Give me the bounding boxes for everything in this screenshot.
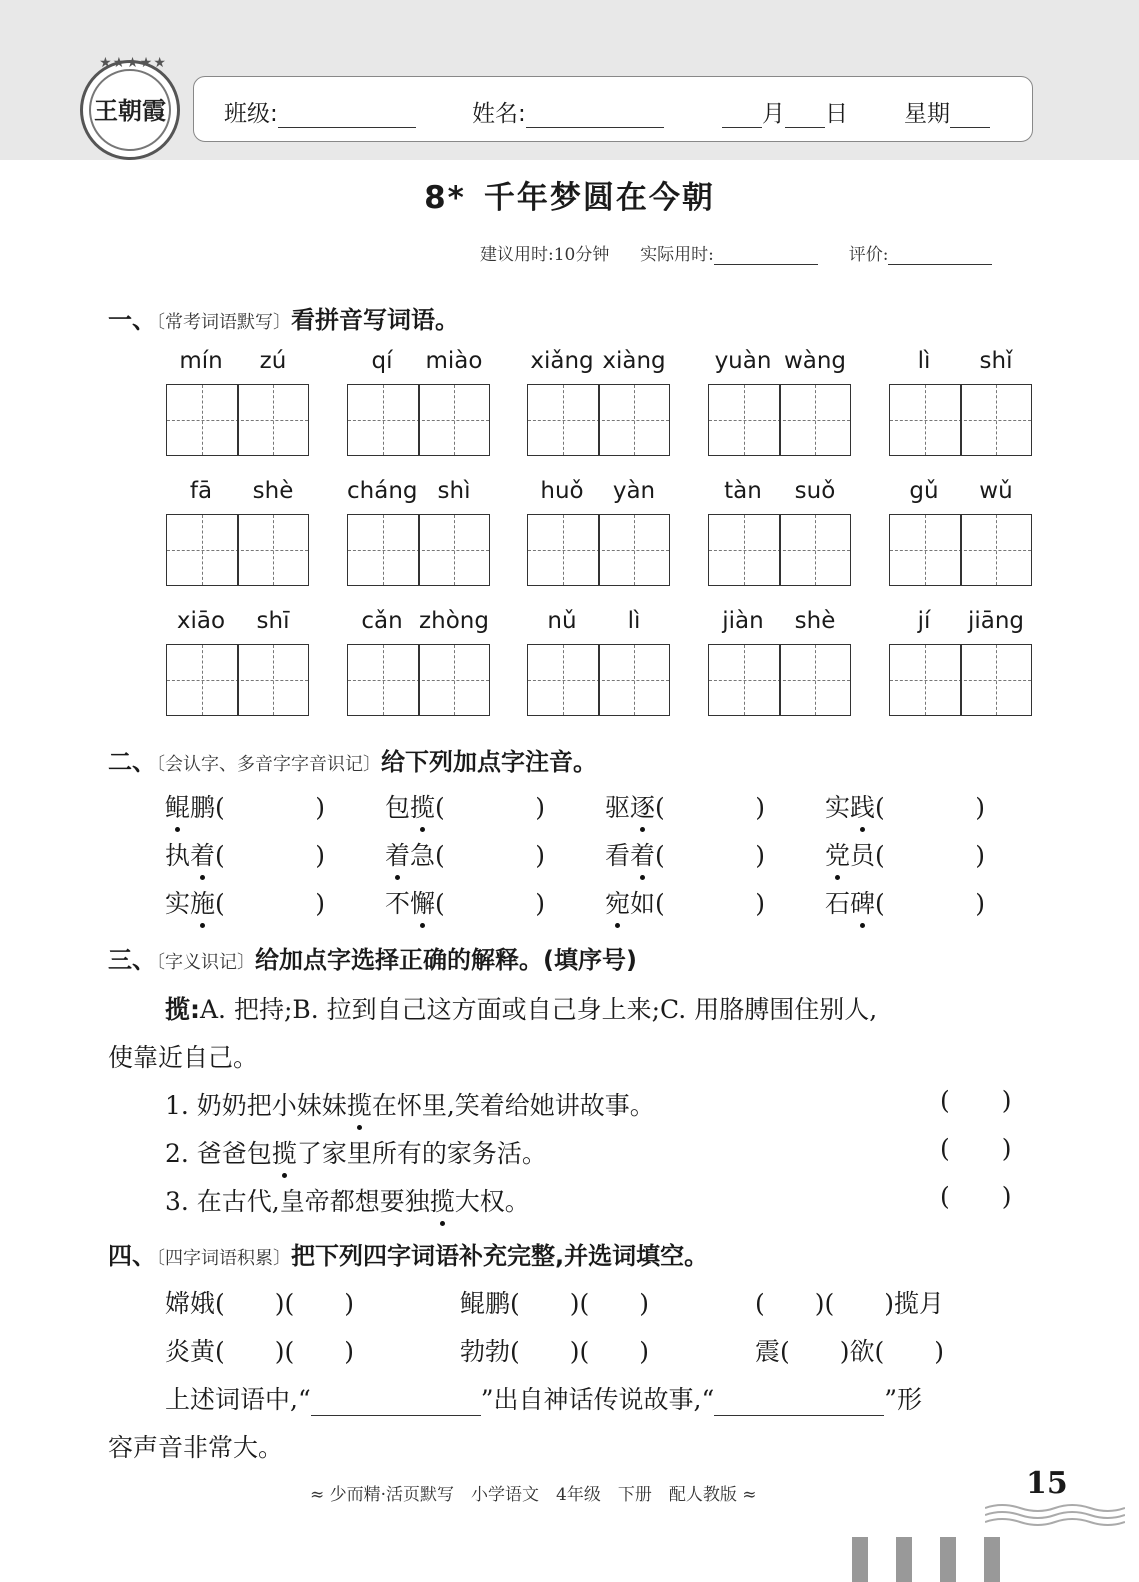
section2-heading: 二、〔会认字、多音字字音识记〕给下列加点字注音。 xyxy=(108,748,597,776)
pinyin-syllable: shì xyxy=(437,478,471,504)
section1-heading: 一、〔常考词语默写〕看拼音写词语。 xyxy=(108,306,459,334)
pronunciation-item: 实践( ) xyxy=(825,788,985,824)
lesson-title: 千年梦圆在今朝 xyxy=(483,180,715,216)
pinyin-syllable: fā xyxy=(189,478,213,504)
pinyin-syllable: yàn xyxy=(612,478,656,504)
pinyin-syllable: lì xyxy=(917,348,931,374)
pinyin-syllable: zhòng xyxy=(419,608,489,634)
pinyin-syllable: shè xyxy=(252,478,294,504)
writing-grid[interactable] xyxy=(166,644,309,716)
pinyin-syllable: wǔ xyxy=(979,478,1013,504)
pinyin-answer-blank[interactable]: ( ) xyxy=(655,793,766,822)
fill-blank-2[interactable] xyxy=(714,1389,884,1416)
writing-grid[interactable] xyxy=(527,384,670,456)
writing-grid[interactable] xyxy=(889,514,1032,586)
pinyin-answer-blank[interactable]: ( ) xyxy=(435,841,546,870)
pinyin-syllable: tàn xyxy=(724,478,762,504)
pinyin-syllable: shè xyxy=(794,608,836,634)
definition-line1: 揽:A. 把持;B. 拉到自己这方面或自己身上来;C. 用胳膊围住别人, xyxy=(165,995,878,1024)
pinyin-syllable: yuàn xyxy=(714,348,772,374)
page-number: 15 xyxy=(1026,1466,1068,1501)
answer-3[interactable]: ( ) xyxy=(940,1182,1012,1211)
writing-grid[interactable] xyxy=(347,514,490,586)
pinyin-syllable: jiàn xyxy=(722,608,764,634)
pinyin-syllable: gǔ xyxy=(909,478,939,504)
question-2: 2. 爸爸包揽了家里所有的家务活。 xyxy=(165,1134,547,1170)
pronunciation-item: 宛如( ) xyxy=(605,884,765,920)
writing-grid[interactable] xyxy=(708,384,851,456)
pronunciation-item: 不懈( ) xyxy=(385,884,545,920)
idiom-5[interactable]: 勃勃( )( ) xyxy=(460,1337,650,1366)
pronunciation-item: 石碑( ) xyxy=(825,884,985,920)
pronunciation-item: 党员( ) xyxy=(825,836,985,872)
pinyin-syllable: huǒ xyxy=(540,478,584,504)
edge-bar xyxy=(984,1537,1000,1582)
edge-bar xyxy=(852,1537,868,1582)
suggested-time: 建议用时:10分钟 xyxy=(480,245,610,265)
weekday-label: 星期 xyxy=(904,101,950,127)
pronunciation-item: 实施( ) xyxy=(165,884,325,920)
date-field[interactable] xyxy=(722,95,848,128)
pronunciation-item: 包揽( ) xyxy=(385,788,545,824)
writing-grid[interactable] xyxy=(708,514,851,586)
idiom-1[interactable]: 嫦娥( )( ) xyxy=(165,1289,355,1318)
pinyin-syllable: shī xyxy=(256,608,290,634)
section4-tag: 〔四字词语积累〕 xyxy=(156,1248,291,1269)
section2-instruction: 给下列加点字注音。 xyxy=(381,748,597,776)
page-title xyxy=(0,172,1139,217)
logo-stars: ★★★★★ xyxy=(99,55,167,71)
pinyin-syllable: mín xyxy=(179,348,223,374)
question-1: 1. 奶奶把小妹妹揽在怀里,笑着给她讲故事。 xyxy=(165,1086,655,1122)
class-label: 班级: xyxy=(224,101,278,127)
answer-1[interactable]: ( ) xyxy=(940,1086,1012,1115)
section3-instruction: 给加点字选择正确的解释。(填序号) xyxy=(255,946,637,974)
actual-time-label: 实际用时: xyxy=(640,245,714,265)
pinyin-syllable: jí xyxy=(917,608,931,634)
pinyin-answer-blank[interactable]: ( ) xyxy=(215,793,326,822)
pinyin-answer-blank[interactable]: ( ) xyxy=(655,841,766,870)
weekday-field[interactable] xyxy=(904,95,990,128)
pinyin-syllable: shǐ xyxy=(979,348,1013,374)
name-field[interactable] xyxy=(472,95,664,128)
pronunciation-item: 驱逐( ) xyxy=(605,788,765,824)
writing-grid[interactable] xyxy=(708,644,851,716)
logo-text: 王朝霞 xyxy=(94,96,166,125)
idiom-6[interactable]: 震( )欲( ) xyxy=(755,1337,945,1366)
student-info-box xyxy=(193,76,1033,142)
edge-bar xyxy=(940,1537,956,1582)
day-label: 日 xyxy=(825,101,848,127)
fill-blank-1[interactable] xyxy=(311,1389,481,1416)
class-field[interactable] xyxy=(224,95,416,128)
section3-heading: 三、〔字义识记〕给加点字选择正确的解释。(填序号) xyxy=(108,946,637,974)
rating-blank[interactable] xyxy=(888,244,992,265)
brand-logo xyxy=(80,55,180,160)
section2-tag: 〔会认字、多音字字音识记〕 xyxy=(156,754,381,775)
pinyin-syllable: zú xyxy=(259,348,287,374)
answer-2[interactable]: ( ) xyxy=(940,1134,1012,1163)
writing-grid[interactable] xyxy=(347,644,490,716)
pinyin-answer-blank[interactable]: ( ) xyxy=(435,793,546,822)
pinyin-syllable: suǒ xyxy=(794,478,836,504)
timing-bar xyxy=(480,240,992,265)
footer-text: ≈ 少而精·活页默写 小学语文 4年级 下册 配人教版 ≈ xyxy=(310,1485,757,1505)
pinyin-syllable: wàng xyxy=(783,348,847,374)
name-label: 姓名: xyxy=(472,101,526,127)
writing-grid[interactable] xyxy=(527,514,670,586)
definition-line2: 使靠近自己。 xyxy=(108,1043,259,1072)
pinyin-syllable: cǎn xyxy=(361,608,403,634)
writing-grid[interactable] xyxy=(347,384,490,456)
pinyin-answer-blank[interactable]: ( ) xyxy=(875,889,986,918)
edge-bar xyxy=(896,1537,912,1582)
section1-tag: 〔常考词语默写〕 xyxy=(156,312,291,333)
idiom-3[interactable]: ( )( )揽月 xyxy=(755,1289,945,1318)
question-3: 3. 在古代,皇帝都想要独揽大权。 xyxy=(165,1182,530,1218)
pronunciation-item: 执着( ) xyxy=(165,836,325,872)
pronunciation-item: 鲲鹏( ) xyxy=(165,788,325,824)
section3-tag: 〔字义识记〕 xyxy=(156,952,255,973)
pinyin-syllable: cháng xyxy=(347,478,418,504)
idiom-2[interactable]: 鲲鹏( )( ) xyxy=(460,1289,650,1318)
pinyin-syllable: jiāng xyxy=(967,608,1025,634)
pinyin-answer-blank[interactable]: ( ) xyxy=(875,793,986,822)
section4-heading: 四、〔四字词语积累〕把下列四字词语补充完整,并选词填空。 xyxy=(108,1242,709,1270)
pinyin-answer-blank[interactable]: ( ) xyxy=(435,889,546,918)
pinyin-syllable: miào xyxy=(425,348,483,374)
actual-time-blank[interactable] xyxy=(714,244,818,265)
pronunciation-item: 着急( ) xyxy=(385,836,545,872)
section4-instruction: 把下列四字词语补充完整,并选词填空。 xyxy=(291,1242,709,1270)
writing-grid[interactable] xyxy=(889,644,1032,716)
definition-head: 揽: xyxy=(165,995,200,1024)
pinyin-syllable: xiǎng xyxy=(530,348,594,374)
pinyin-answer-blank[interactable]: ( ) xyxy=(215,889,326,918)
writing-grid[interactable] xyxy=(527,644,670,716)
fill-sentence-line2: 容声音非常大。 xyxy=(108,1433,284,1462)
pinyin-syllable: xiàng xyxy=(602,348,666,374)
lesson-number: 8* xyxy=(424,180,466,216)
pinyin-syllable: xiāo xyxy=(176,608,226,634)
pinyin-syllable: qí xyxy=(371,348,393,374)
pinyin-syllable: lì xyxy=(627,608,641,634)
pinyin-syllable: nǔ xyxy=(547,608,577,634)
writing-grid[interactable] xyxy=(166,384,309,456)
pronunciation-item: 看着( ) xyxy=(605,836,765,872)
pinyin-answer-blank[interactable]: ( ) xyxy=(655,889,766,918)
writing-grid[interactable] xyxy=(166,514,309,586)
pinyin-answer-blank[interactable]: ( ) xyxy=(215,841,326,870)
idiom-4[interactable]: 炎黄( )( ) xyxy=(165,1337,355,1366)
section1-instruction: 看拼音写词语。 xyxy=(291,306,459,334)
fill-sentence: 上述词语中,“ ”出自神话传说故事,“ ”形 xyxy=(165,1385,923,1414)
month-label: 月 xyxy=(762,101,785,127)
pinyin-answer-blank[interactable]: ( ) xyxy=(875,841,986,870)
writing-grid[interactable] xyxy=(889,384,1032,456)
wave-decoration xyxy=(985,1500,1125,1530)
rating-label: 评价: xyxy=(848,245,889,265)
